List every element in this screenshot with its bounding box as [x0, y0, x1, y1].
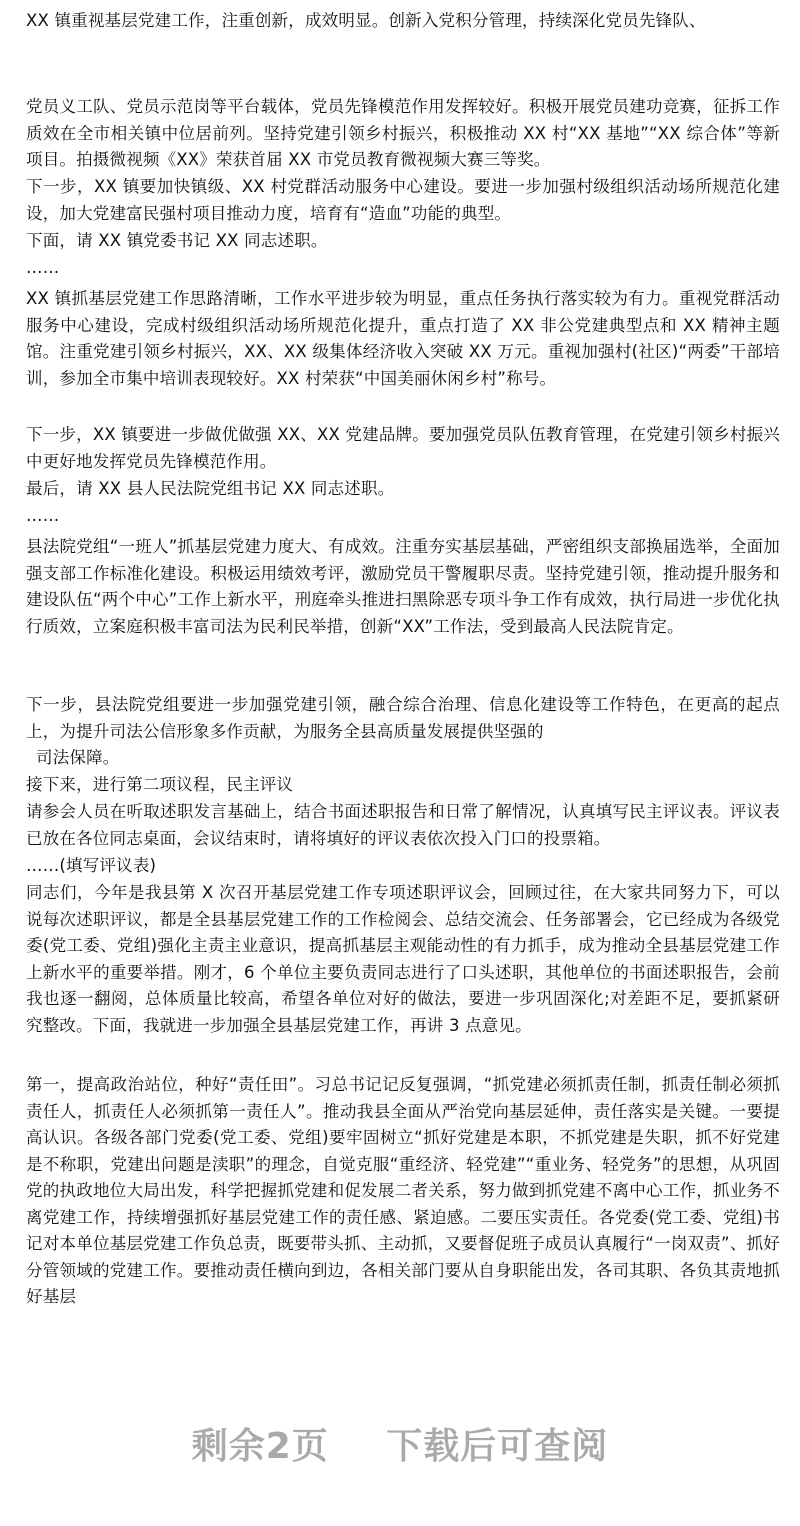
paragraph-8: 最后，请 XX 县人民法院党组书记 XX 同志述职。	[26, 479, 395, 498]
paragraph-1: XX 镇重视基层党建工作，注重创新，成效明显。创新入党积分管理，持续深化党员先锋队、	[26, 11, 706, 30]
paragraph-14: ……(填写评议表)	[26, 856, 157, 875]
ellipsis-2: ……	[26, 506, 60, 525]
download-prompt[interactable]	[0, 1418, 800, 1469]
agenda-item: 接下来，进行第二项议程，民主评议	[26, 775, 294, 794]
paragraph-13: 请参会人员在听取述职发言基础上，结合书面述职报告和日常了解情况，认真填写民主评议表。评议表已放在各位同志桌面，会议结束时，请将填好的评议表依次投入门口的投票箱。	[26, 802, 780, 848]
paragraph-3: 下一步，XX 镇要加快镇级、XX 村党群活动服务中心建设。要进一步加强村级组织活动场所规范化建设，加大党建富民强村项目推动力度，培育有“造血”功能的典型。	[26, 177, 780, 223]
paragraph-11: 下一步，县法院党组要进一步加强党建引领，融合综合治理、信息化建设等工作特色，在更高的起点上，为提升司法公信形象多作贡献，为服务全县高质量发展提供坚强的	[26, 695, 780, 741]
paragraph-15: 同志们，今年是我县第 X 次召开基层党建工作专项述职评议会，回顾过往，在大家共同努力下，可以说每次述职评议，都是全县基层党建工作的工作检阅会、总结交流会、任务部署会，它已经成为各级党委(党工委、党组)强化主责主业意识，提高抓基层主观能动性的有力抓手，成为推动全县基层党建工作上新水平的重要举措。刚才，6 个单位主要负责同志进行了口头述职，其他单位的书面述职报告，会前我也逐一翻阅，总体质量比较高，希望各单位对好的做法，要进一步巩固深化;对差距不足，要抓紧研究整改。下面，我就进一步加强全县基层党建工作，再讲 3 点意见。	[26, 883, 780, 1035]
paragraph-11-continued: 司法保障。	[36, 748, 120, 767]
paragraph-7: 下一步，XX 镇要进一步做优做强 XX、XX 党建品牌。要加强党员队伍教育管理，在党建引领乡村振兴中更好地发挥党员先锋模范作用。	[26, 425, 780, 471]
remaining-pages-label: 剩余2页	[191, 1426, 329, 1467]
paragraph-4: 下面，请 XX 镇党委书记 XX 同志述职。	[26, 231, 328, 250]
ellipsis-1: ……	[26, 258, 60, 277]
paragraph-10: 县法院党组“一班人”抓基层党建力度大、有成效。注重夯实基层基础，严密组织支部换届选举，全面加强支部工作标准化建设。积极运用绩效考评，激励党员干警履职尽责。坚持党建引领，推动提升服务和建设队伍“两个中心”工作上新水平，刑庭牵头推进扫黑除恶专项斗争工作有成效，执行局进一步优化执行质效，立案庭积极丰富司法为民利民举措，创新“XX”工作法，受到最高人民法院肯定。	[26, 537, 780, 636]
paragraph-6: XX 镇抓基层党建工作思路清晰，工作水平进步较为明显，重点任务执行落实较为有力。重视党群活动服务中心建设，完成村级组织活动场所规范化提升，重点打造了 XX 非公党建典型点和 XX 精神主题馆。注重党建引领乡村振兴，XX、XX 级集体经济收入突破 XX 万元。重视加强村(社区)“两委”干部培训，参加全市集中培训表现较好。XX 村荣获“中国美丽休闲乡村”称号。	[26, 289, 780, 388]
download-to-view-label[interactable]: 下载后可查阅	[386, 1426, 609, 1467]
paragraph-16: 第一，提高政治站位，种好“责任田”。习总书记记反复强调，“抓党建必须抓责任制，抓责任制必须抓责任人，抓责任人必须抓第一责任人”。推动我县全面从严治党向基层延伸，责任落实是关键。一要提高认识。各级各部门党委(党工委、党组)要牢固树立“抓好党建是本职，不抓党建是失职，抓不好党建是不称职，党建出问题是渎职”的理念，自觉克服“重经济、轻党建”“重业务、轻党务”的思想，从巩固党的执政地位大局出发，科学把握抓党建和促发展二者关系，努力做到抓党建不离中心工作，抓业务不离党建工作，持续增强抓好基层党建工作的责任感、紧迫感。二要压实责任。各党委(党工委、党组)书记对本单位基层党建工作负总责，既要带头抓、主动抓，又要督促班子成员认真履行“一岗双责”、抓好分管领域的党建工作。要推动责任横向到边，各相关部门要从自身职能出发，各司其职、各负其责地抓好基层	[26, 1075, 780, 1306]
paragraph-2: 党员义工队、党员示范岗等平台载体，党员先锋模范作用发挥较好。积极开展党员建功竞赛，征拆工作质效在全市相关镇中位居前列。坚持党建引领乡村振兴，积极推动 XX 村“XX 基地”“XX 综合体”等新项目。拍摄微视频《XX》荣获首届 XX 市党员教育微视频大赛三等奖。	[26, 97, 780, 169]
